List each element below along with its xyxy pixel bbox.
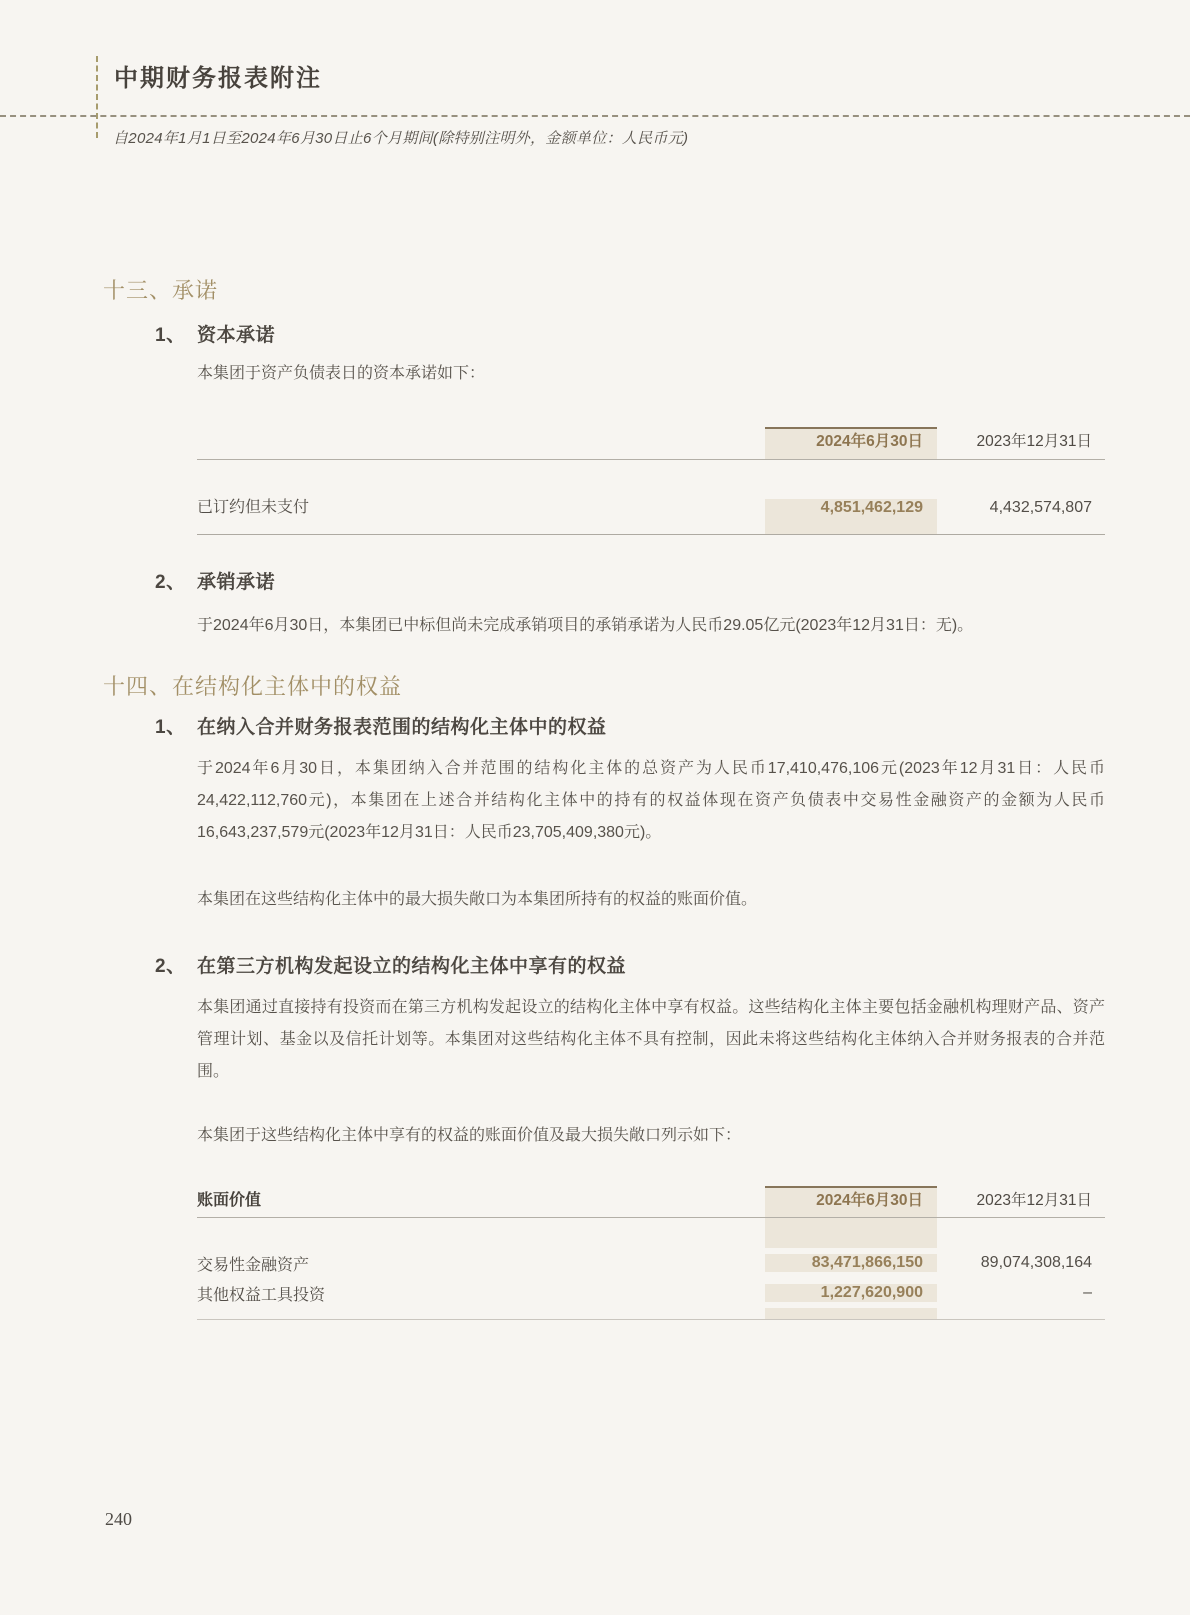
- column-header-2024-06-30: 2024年6月30日: [765, 427, 937, 459]
- heading-consolidated-structured-entities: [155, 712, 607, 739]
- table-row: [197, 1248, 1105, 1278]
- consolidated-structured-entities-paragraph-1: 于2024年6月30日，本集团纳入合并范围的结构化主体的总资产为人民币17,410,476,106元(2023年12月31日：人民币24,422,112,760元)，本集团在上述合并结构化主体中的持有的权益体现在资产负债表中交易性金融资产的金额为人民币16,643,237,579元(2023年12月31日：人民币23,705,409,380元)。: [197, 760, 1105, 841]
- table-spacer-row: [197, 1218, 1105, 1248]
- capital-commitments-table: [197, 423, 1105, 535]
- heading-number: 1、: [155, 325, 186, 346]
- column-header-2024-06-30: 2024年6月30日: [765, 1186, 937, 1217]
- table-header-row: [197, 1178, 1105, 1218]
- underwriting-commitments-paragraph: 于2024年6月30日，本集团已中标但尚未完成承销项目的承销承诺为人民币29.05亿元(2023年12月31日：无)。: [197, 617, 974, 634]
- row-value-2024: 83,471,866,150: [765, 1254, 937, 1272]
- table-header-row: [197, 423, 1105, 460]
- table-header-label: 账面价值: [197, 1192, 262, 1209]
- heading-number: 1、: [155, 717, 186, 738]
- row-label: 交易性金融资产: [197, 1256, 310, 1274]
- row-label: 其他权益工具投资: [197, 1286, 326, 1304]
- heading-text: 承销承诺: [197, 572, 276, 593]
- page-title: 中期财务报表附注: [114, 66, 322, 92]
- heading-third-party-structured-entities: [155, 951, 626, 978]
- third-party-structured-entities-paragraph-1: 本集团通过直接持有投资而在第三方机构发起设立的结构化主体中享有权益。这些结构化主体主要包括金融机构理财产品、资产管理计划、基金以及信托计划等。本集团对这些结构化主体不具有控制，因此未将这些结构化主体纳入合并财务报表的合并范围。: [197, 999, 1105, 1080]
- header-vertical-dashed-rule: [96, 56, 98, 138]
- report-period-subtitle: 自2024年1月1日至2024年6月30日止6个月期间(除特别注明外，金额单位：人民币元): [113, 130, 689, 147]
- heading-text: 在第三方机构发起设立的结构化主体中享有的权益: [197, 956, 627, 977]
- capital-commitments-intro: 本集团于资产负债表日的资本承诺如下：: [197, 365, 486, 382]
- row-value-2023: –: [1083, 1284, 1092, 1301]
- heading-text: 在纳入合并财务报表范围的结构化主体中的权益: [197, 717, 607, 738]
- table-row: [197, 1278, 1105, 1308]
- carrying-amount-table: [197, 1178, 1105, 1320]
- table-bottom-padding-row: [197, 1308, 1105, 1320]
- column-header-2023-12-31: 2023年12月31日: [976, 433, 1092, 450]
- row-value-2023: 4,432,574,807: [989, 499, 1092, 516]
- consolidated-structured-entities-paragraph-2: 本集团在这些结构化主体中的最大损失敞口为本集团所持有的权益的账面价值。: [197, 891, 758, 908]
- section-14-title: 十四、在结构化主体中的权益: [103, 674, 403, 699]
- heading-number: 2、: [155, 572, 186, 593]
- heading-text: 资本承诺: [197, 325, 276, 346]
- row-value-2023: 89,074,308,164: [980, 1254, 1092, 1271]
- heading-number: 2、: [155, 956, 186, 977]
- heading-underwriting-commitments: [155, 567, 275, 594]
- table-header-spacer: [197, 451, 765, 459]
- column-header-2023-12-31: 2023年12月31日: [976, 1192, 1092, 1209]
- third-party-structured-entities-paragraph-2: 本集团于这些结构化主体中享有的权益的账面价值及最大损失敞口列示如下：: [197, 1127, 742, 1144]
- heading-capital-commitments: [155, 320, 275, 347]
- row-value-2024: 4,851,462,129: [765, 499, 937, 534]
- row-label: 已订约但未支付: [197, 499, 310, 516]
- table-row: [197, 460, 1105, 535]
- header-horizontal-dashed-rule: [0, 115, 1190, 117]
- section-13-title: 十三、承诺: [103, 278, 219, 303]
- page-number: 240: [105, 1509, 132, 1529]
- row-value-2024: 1,227,620,900: [765, 1284, 937, 1302]
